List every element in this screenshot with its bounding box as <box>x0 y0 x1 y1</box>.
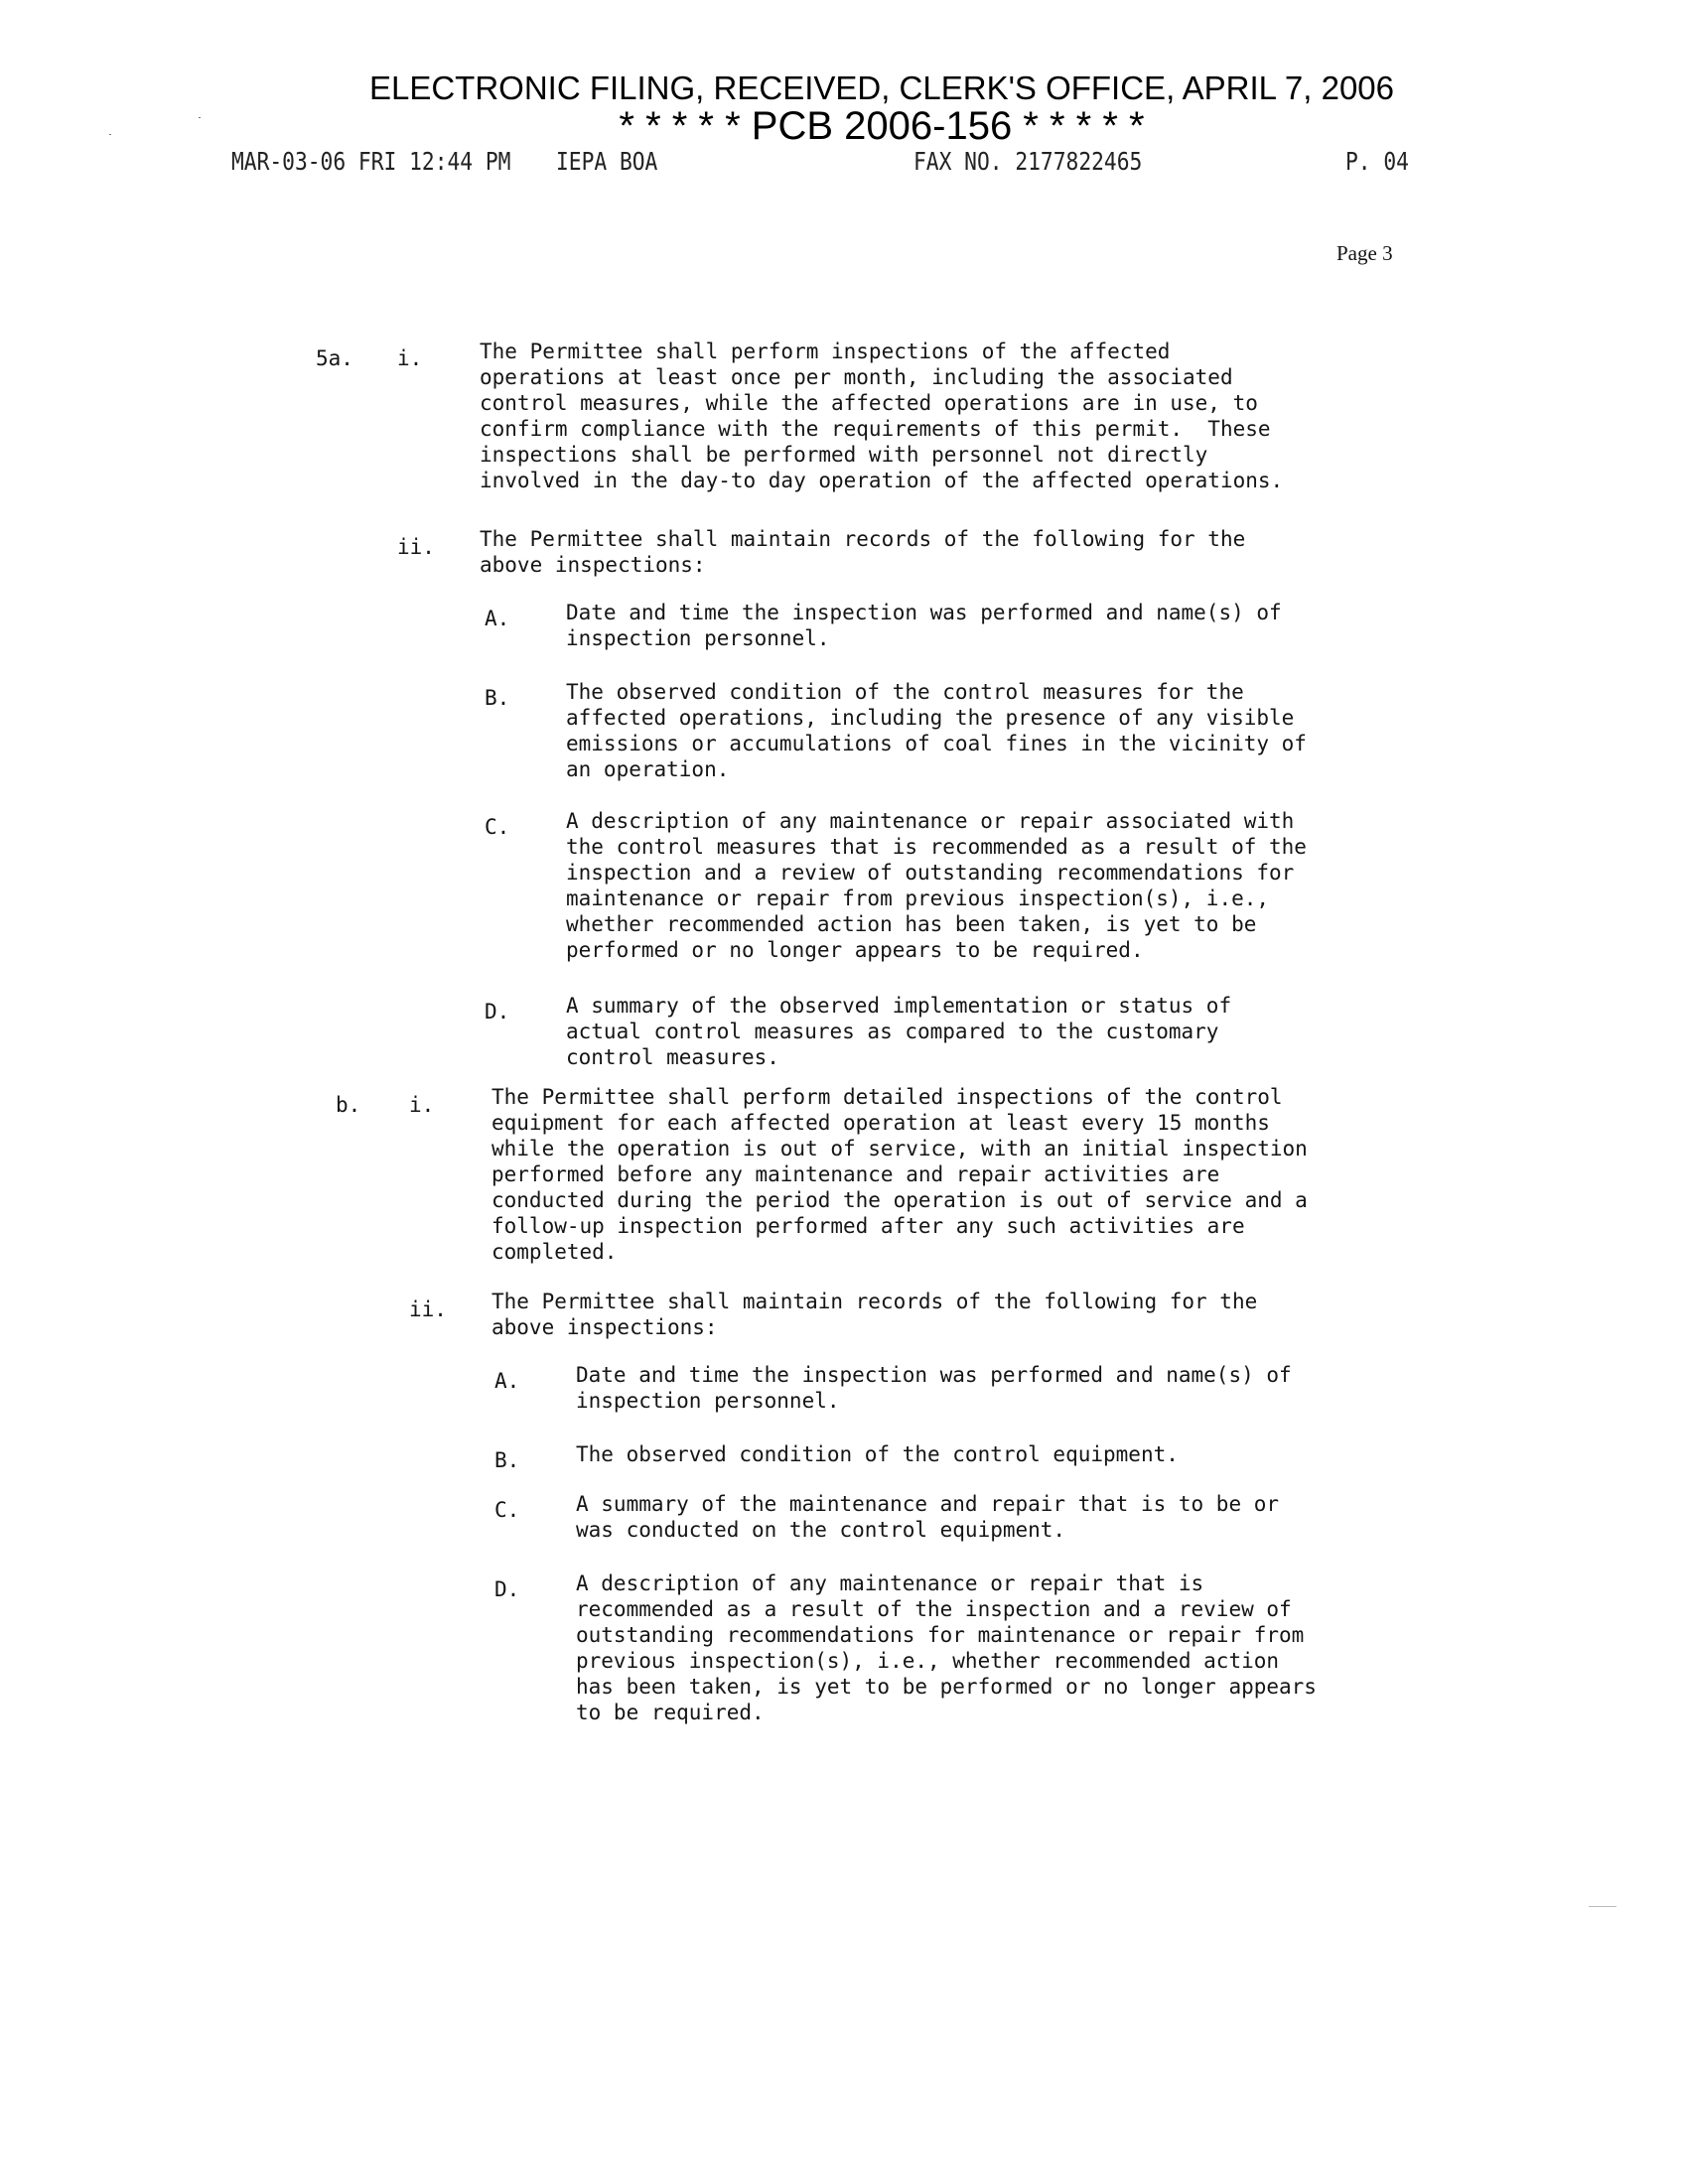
scan-speck <box>109 134 111 135</box>
section-label: b. <box>336 1093 361 1117</box>
list-item-label: D. <box>494 1577 520 1601</box>
list-item-line: actual control measures as compared to the customary <box>566 1020 1219 1043</box>
list-item-line: to be required. <box>576 1701 765 1724</box>
list-item-line: was conducted on the control equipment. <box>576 1518 1066 1542</box>
scan-speck <box>1589 1906 1616 1907</box>
paragraph-line: above inspections: <box>491 1315 718 1339</box>
list-item-label: B. <box>485 686 510 710</box>
subsection-label: ii. <box>397 535 435 559</box>
paragraph-line: conducted during the period the operation is out of service and a <box>491 1188 1308 1212</box>
paragraph-line: follow-up inspection performed after any such activities are <box>491 1214 1245 1238</box>
list-item-line: The observed condition of the control measures for the <box>566 680 1244 704</box>
list-item-line: affected operations, including the presence of any visible <box>566 706 1295 730</box>
paragraph-line: performed before any maintenance and repair activities are <box>491 1162 1220 1186</box>
list-item-line: inspection and a review of outstanding recommendations for <box>566 861 1295 885</box>
paragraph-line: control measures, while the affected operations are in use, to <box>480 391 1258 415</box>
section-label: 5a. <box>316 346 353 370</box>
paragraph-line: equipment for each affected operation at least every 15 months <box>491 1111 1270 1135</box>
list-item-line: performed or no longer appears to be required. <box>566 938 1144 962</box>
paragraph-line: The Permittee shall maintain records of the following for the <box>491 1290 1258 1313</box>
paragraph-line: completed. <box>491 1240 618 1264</box>
list-item-line: A description of any maintenance or repair that is <box>576 1571 1204 1595</box>
case-number-stamp: * * * * * PCB 2006-156 * * * * * <box>619 104 1145 148</box>
list-item-line: A summary of the observed implementation or status of <box>566 994 1232 1018</box>
list-item-line: A description of any maintenance or repair associated with <box>566 809 1295 833</box>
list-item-label: D. <box>485 1000 510 1024</box>
list-item-line: has been taken, is yet to be performed or no longer appears <box>576 1675 1317 1699</box>
paragraph-line: The Permittee shall perform detailed inspections of the control <box>491 1085 1283 1109</box>
list-item-line: control measures. <box>566 1045 779 1069</box>
list-item-line: Date and time the inspection was performed and name(s) of <box>566 601 1282 624</box>
paragraph-line: above inspections: <box>480 553 706 577</box>
paragraph-line: The Permittee shall maintain records of the following for the <box>480 527 1246 551</box>
fax-number: FAX NO. 2177822465 <box>913 147 1143 176</box>
list-item-line: previous inspection(s), i.e., whether recommended action <box>576 1649 1280 1673</box>
subsection-label: ii. <box>409 1297 447 1321</box>
paragraph-line: operations at least once per month, including the associated <box>480 365 1233 389</box>
subsection-label: i. <box>397 346 423 370</box>
scan-speck <box>199 117 201 118</box>
filing-stamp: ELECTRONIC FILING, RECEIVED, CLERK'S OFFICE, APRIL 7, 2006 <box>368 69 1395 106</box>
paragraph-line: The Permittee shall perform inspections of the affected <box>480 340 1171 363</box>
fax-sender: IEPA BOA <box>556 147 658 176</box>
list-item-line: maintenance or repair from previous inspection(s), i.e., <box>566 887 1270 910</box>
list-item-label: C. <box>485 815 510 839</box>
paragraph-line: inspections shall be performed with personnel not directly <box>480 443 1208 467</box>
list-item-label: B. <box>494 1448 520 1472</box>
list-item-line: the control measures that is recommended as a result of the <box>566 835 1307 859</box>
list-item-line: inspection personnel. <box>566 626 830 650</box>
list-item-line: an operation. <box>566 757 730 781</box>
list-item-line: recommended as a result of the inspection and a review of <box>576 1597 1292 1621</box>
list-item-line: A summary of the maintenance and repair that is to be or <box>576 1492 1280 1516</box>
paragraph-line: involved in the day-to day operation of the affected operations. <box>480 469 1284 492</box>
list-item-label: C. <box>494 1498 520 1522</box>
list-item-line: emissions or accumulations of coal fines in the vicinity of <box>566 732 1307 755</box>
subsection-label: i. <box>409 1093 435 1117</box>
list-item-label: A. <box>494 1369 520 1393</box>
paragraph-line: while the operation is out of service, with an initial inspection <box>491 1137 1308 1160</box>
list-item-line: Date and time the inspection was performed and name(s) of <box>576 1363 1292 1387</box>
fax-page: P. 04 <box>1345 147 1409 176</box>
list-item-line: outstanding recommendations for maintenance or repair from <box>576 1623 1305 1647</box>
list-item-line: The observed condition of the control equipment. <box>576 1442 1179 1466</box>
fax-datetime: MAR-03-06 FRI 12:44 PM <box>231 147 511 176</box>
list-item-label: A. <box>485 607 510 630</box>
paragraph-line: confirm compliance with the requirements of this permit. These <box>480 417 1271 441</box>
list-item-line: whether recommended action has been taken, is yet to be <box>566 912 1257 936</box>
page-label: Page 3 <box>1336 241 1393 265</box>
list-item-line: inspection personnel. <box>576 1389 840 1413</box>
